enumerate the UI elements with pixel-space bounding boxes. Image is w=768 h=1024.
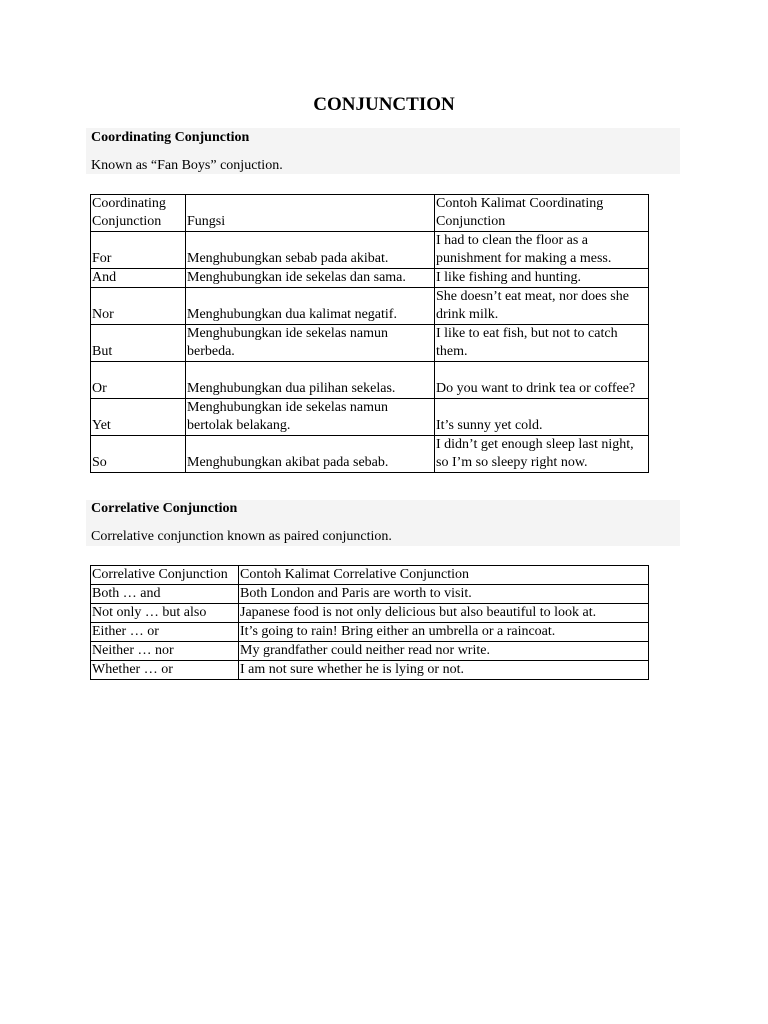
header-cell: Correlative Conjunction <box>91 566 239 585</box>
conjunction-cell: Nor <box>91 288 186 325</box>
table-header-row <box>91 566 649 585</box>
table-row <box>91 642 649 661</box>
conjunction-cell: Yet <box>91 399 186 436</box>
conjunction-cell: Either … or <box>91 623 239 642</box>
example-cell: I am not sure whether he is lying or not. <box>239 661 649 680</box>
example-cell: Japanese food is not only delicious but also beautiful to look at. <box>239 604 649 623</box>
function-cell: Menghubungkan dua pilihan sekelas. <box>186 362 435 399</box>
example-cell: I didn’t get enough sleep last night, so I’m so sleepy right now. <box>435 436 649 473</box>
conjunction-cell: And <box>91 269 186 288</box>
function-cell: Menghubungkan ide sekelas namun bertolak belakang. <box>186 399 435 436</box>
example-cell: Both London and Paris are worth to visit. <box>239 585 649 604</box>
page-title: CONJUNCTION <box>313 94 455 115</box>
header-cell: Fungsi <box>186 195 435 232</box>
example-cell: Do you want to drink tea or coffee? <box>435 362 649 399</box>
conjunction-cell: Not only … but also <box>91 604 239 623</box>
example-cell: I like to eat fish, but not to catch them. <box>435 325 649 362</box>
example-cell: I had to clean the floor as a punishment for making a mess. <box>435 232 649 269</box>
example-cell: My grandfather could neither read nor write. <box>239 642 649 661</box>
coordinating-table <box>90 194 649 473</box>
table-row <box>91 399 649 436</box>
table-row <box>91 604 649 623</box>
header-cell: Contoh Kalimat Correlative Conjunction <box>239 566 649 585</box>
table-row <box>91 661 649 680</box>
conjunction-cell: Neither … nor <box>91 642 239 661</box>
header-cell: Coordinating Conjunction <box>91 195 186 232</box>
coordinating-intro: Known as “Fan Boys” conjuction. <box>91 158 283 173</box>
table-row <box>91 232 649 269</box>
example-cell: It’s sunny yet cold. <box>435 399 649 436</box>
function-cell: Menghubungkan sebab pada akibat. <box>186 232 435 269</box>
correlative-intro: Correlative conjunction known as paired conjunction. <box>91 529 392 544</box>
table-row <box>91 362 649 399</box>
table-header-row <box>91 195 649 232</box>
function-cell: Menghubungkan ide sekelas namun berbeda. <box>186 325 435 362</box>
table-row <box>91 269 649 288</box>
example-cell: It’s going to rain! Bring either an umbrella or a raincoat. <box>239 623 649 642</box>
header-cell: Contoh Kalimat Coordinating Conjunction <box>435 195 649 232</box>
function-cell: Menghubungkan akibat pada sebab. <box>186 436 435 473</box>
table-row <box>91 325 649 362</box>
example-cell: I like fishing and hunting. <box>435 269 649 288</box>
table-row <box>91 288 649 325</box>
function-cell: Menghubungkan ide sekelas dan sama. <box>186 269 435 288</box>
table-row <box>91 436 649 473</box>
conjunction-cell: Both … and <box>91 585 239 604</box>
function-cell: Menghubungkan dua kalimat negatif. <box>186 288 435 325</box>
conjunction-cell: But <box>91 325 186 362</box>
conjunction-cell: So <box>91 436 186 473</box>
correlative-table <box>90 565 649 680</box>
conjunction-cell: For <box>91 232 186 269</box>
conjunction-cell: Whether … or <box>91 661 239 680</box>
table-row <box>91 623 649 642</box>
conjunction-cell: Or <box>91 362 186 399</box>
coordinating-heading: Coordinating Conjunction <box>91 130 250 145</box>
table-row <box>91 585 649 604</box>
example-cell: She doesn’t eat meat, nor does she drink milk. <box>435 288 649 325</box>
correlative-heading: Correlative Conjunction <box>91 501 238 516</box>
